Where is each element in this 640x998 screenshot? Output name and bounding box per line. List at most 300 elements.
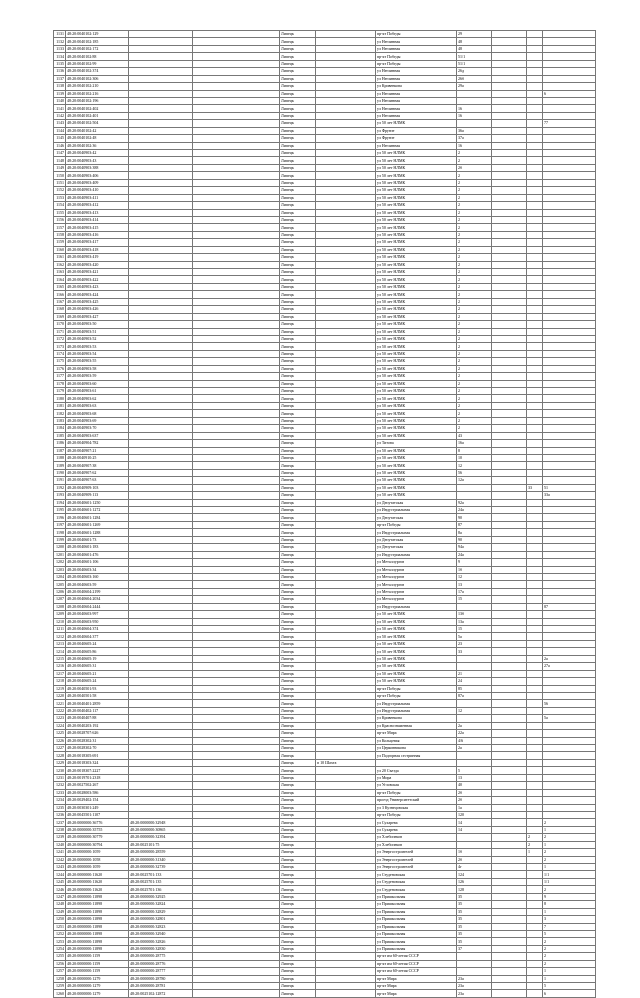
cell-city: Липецк [280,343,316,350]
cell-apartment [543,454,596,461]
cell-structure [527,923,543,930]
cell-parent-cadastral-number [129,588,193,595]
cell-street: ул 50 лет НЛМК [376,663,457,670]
table-row [54,514,596,521]
cell-cadastral-number: 48:20:0040903:416 [66,231,129,238]
cell-building [492,291,527,298]
cell-structure [527,938,543,945]
table-row [54,97,596,104]
cell-extra [193,53,280,60]
cell-building [492,774,527,781]
cell-apartment: 5а [543,715,596,722]
table-row [54,90,596,97]
cell-settlement [316,930,376,937]
cell-extra [193,112,280,119]
table-row [54,142,596,149]
table-row [54,834,596,841]
cell-structure [527,819,543,826]
cell-row-number: 1167 [54,298,66,305]
cell-building [492,150,527,157]
cell-row-number: 1250 [54,916,66,923]
cell-settlement [316,685,376,692]
cell-apartment [543,417,596,424]
cell-settlement [316,878,376,885]
cell-settlement [316,856,376,863]
cell-apartment: 7 [543,923,596,930]
cell-row-number: 1191 [54,477,66,484]
cell-apartment [543,462,596,469]
table-row [54,112,596,119]
cell-extra [193,514,280,521]
cell-parent-cadastral-number: 48:20:0000000:32739 [129,864,193,871]
table-row [54,440,596,447]
cell-settlement [316,425,376,432]
cell-apartment [543,135,596,142]
cell-street: ул 50 лет НЛМК [376,172,457,179]
cell-building [492,581,527,588]
cell-street: ул 50 лет НЛМК [376,655,457,662]
cell-cadastral-number: 48:20:0028302:70 [66,745,129,752]
cell-row-number: 1175 [54,358,66,365]
cell-house: 2 [457,410,492,417]
cell-house: 51/1 [457,53,492,60]
cell-extra [193,469,280,476]
cell-building [492,953,527,960]
cell-building [492,492,527,499]
cell-parent-cadastral-number [129,440,193,447]
cell-row-number: 1151 [54,179,66,186]
cell-parent-cadastral-number: 48:20:0025701:133 [129,871,193,878]
cell-apartment: 2 [543,849,596,856]
cell-cadastral-number: 48:20:0040903:51 [66,328,129,335]
cell-row-number: 1200 [54,544,66,551]
cell-structure [527,283,543,290]
cell-house: 2 [457,373,492,380]
cell-apartment [543,730,596,737]
cell-settlement [316,97,376,104]
table-row [54,737,596,744]
cell-settlement [316,157,376,164]
cell-row-number: 1181 [54,402,66,409]
cell-settlement [316,655,376,662]
cell-street: ул 50 лет НЛМК [376,365,457,372]
cell-apartment [543,142,596,149]
cell-cadastral-number: 48:20:0040102:99 [66,60,129,67]
cell-extra [193,239,280,246]
cell-city: Липецк [280,469,316,476]
cell-parent-cadastral-number [129,640,193,647]
table-row [54,573,596,580]
cell-row-number: 1208 [54,603,66,610]
cell-settlement [316,187,376,194]
cell-cadastral-number: 48:20:0040903:406 [66,172,129,179]
cell-cadastral-number: 48:20:0040102:88 [66,53,129,60]
cell-street: ул 50 лет НЛМК [376,239,457,246]
cell-parent-cadastral-number [129,484,193,491]
cell-street: ул Кривенкова [376,715,457,722]
cell-apartment [543,566,596,573]
cell-city: Липецк [280,856,316,863]
cell-street: ул Металлургов [376,581,457,588]
cell-cadastral-number: 48:20:0000000:11898 [66,923,129,930]
cell-apartment [543,187,596,194]
cell-city: Липецк [280,402,316,409]
cell-apartment: 1/1 [543,871,596,878]
cell-settlement [316,990,376,997]
cell-building [492,789,527,796]
table-row [54,797,596,804]
cell-cadastral-number: 48:20:0040909:103 [66,484,129,491]
cell-city: Липецк [280,841,316,848]
cell-cadastral-number: 48:20:0040907:63 [66,477,129,484]
cell-apartment [543,774,596,781]
cell-settlement [316,492,376,499]
cell-cadastral-number: 48:20:0040903:426 [66,306,129,313]
cell-apartment: 1 [543,841,596,848]
cell-structure [527,291,543,298]
cell-parent-cadastral-number: 48:20:0000000:32830 [129,945,193,952]
cell-row-number: 1246 [54,886,66,893]
cell-apartment [543,254,596,261]
cell-cadastral-number: 48:20:0040603:160 [66,573,129,580]
cell-apartment: 6 [543,990,596,997]
cell-building [492,871,527,878]
cell-house: 2 [457,276,492,283]
cell-city: Липецк [280,454,316,461]
table-row [54,648,596,655]
cell-apartment [543,648,596,655]
cell-building [492,700,527,707]
cell-settlement [316,358,376,365]
cell-settlement [316,298,376,305]
cell-row-number: 1166 [54,291,66,298]
cell-building [492,276,527,283]
table-row [54,410,596,417]
cell-settlement [316,819,376,826]
cell-city: Липецк [280,737,316,744]
cell-city: Липецк [280,239,316,246]
cell-street: пр-кт им 60-летия СССР [376,960,457,967]
cell-street: ул 50 лет НЛМК [376,298,457,305]
cell-city: Липецк [280,700,316,707]
cell-extra [193,224,280,231]
cell-city: Липецк [280,945,316,952]
cell-building [492,730,527,737]
cell-row-number: 1172 [54,335,66,342]
cell-apartment [543,343,596,350]
cell-house [457,752,492,759]
cell-apartment [543,373,596,380]
cell-row-number: 1222 [54,707,66,714]
cell-extra [193,283,280,290]
cell-building [492,968,527,975]
cell-cadastral-number: 48:20:0000000:11620 [66,871,129,878]
cell-street: ул Депутатская [376,536,457,543]
cell-structure [527,529,543,536]
cell-row-number: 1229 [54,759,66,766]
cell-extra [193,901,280,908]
cell-structure [527,246,543,253]
cell-house: 4/6 [457,737,492,744]
cell-building [492,923,527,930]
cell-cadastral-number: 48:20:0028003:586 [66,789,129,796]
table-row [54,298,596,305]
cell-building [492,715,527,722]
cell-building [492,75,527,82]
table-row [54,484,596,491]
cell-settlement [316,521,376,528]
cell-building [492,707,527,714]
cell-house: 12а [457,477,492,484]
cell-cadastral-number: 48:20:0018305:691 [66,752,129,759]
cell-row-number: 1149 [54,164,66,171]
table-row [54,454,596,461]
cell-street: ул 50 лет НЛМК [376,425,457,432]
cell-extra [193,425,280,432]
cell-row-number: 1221 [54,700,66,707]
cell-house: 12 [457,573,492,580]
cell-city: Липецк [280,521,316,528]
cell-city: Липецк [280,878,316,885]
cell-cadastral-number: 48:20:0040903:410 [66,187,129,194]
cell-structure [527,112,543,119]
cell-apartment [543,685,596,692]
cell-house: 126 [457,878,492,885]
cell-extra [193,990,280,997]
cell-cadastral-number: 48:20:0040903:423 [66,283,129,290]
table-row [54,730,596,737]
cell-apartment [543,269,596,276]
cell-extra [193,945,280,952]
cell-street: ул 50 лет НЛМК [376,626,457,633]
table-row [54,417,596,424]
cell-structure [527,789,543,796]
cell-parent-cadastral-number [129,276,193,283]
cell-street: ул 50 лет НЛМК [376,157,457,164]
cell-cadastral-number: 48:20:0000000:11898 [66,930,129,937]
cell-building [492,45,527,52]
cell-parent-cadastral-number [129,380,193,387]
cell-parent-cadastral-number [129,730,193,737]
cell-house: 2 [457,306,492,313]
cell-apartment [543,678,596,685]
cell-parent-cadastral-number [129,626,193,633]
cell-building [492,202,527,209]
cell-row-number: 1256 [54,960,66,967]
cell-cadastral-number: 48:20:0040402:117 [66,707,129,714]
cell-parent-cadastral-number [129,633,193,640]
cell-house: 2 [457,246,492,253]
cell-structure [527,120,543,127]
cell-street: ул 50 лет НЛМК [376,246,457,253]
table-row [54,313,596,320]
cell-row-number: 1209 [54,611,66,618]
cell-street: ул 20 Съезда [376,767,457,774]
cell-street: пр-кт Победы [376,811,457,818]
cell-cadastral-number: 48:20:0040903:61 [66,388,129,395]
cell-settlement [316,432,376,439]
cell-building [492,246,527,253]
data-table [53,30,596,998]
cell-parent-cadastral-number [129,603,193,610]
cell-cadastral-number: 48:20:0040903:427 [66,313,129,320]
table-row [54,759,596,766]
cell-building [492,626,527,633]
cell-structure [527,306,543,313]
cell-city: Липецк [280,328,316,335]
cell-settlement [316,923,376,930]
cell-apartment [543,321,596,328]
cell-street: ул 50 лет НЛМК [376,306,457,313]
cell-house [457,953,492,960]
cell-house: 120 [457,811,492,818]
table-row [54,187,596,194]
cell-cadastral-number: 48:20:0040601:1284 [66,514,129,521]
cell-house: 35 [457,908,492,915]
cell-house [457,834,492,841]
cell-house: 124 [457,871,492,878]
cell-city: Липецк [280,782,316,789]
cell-settlement [316,752,376,759]
cell-parent-cadastral-number [129,752,193,759]
cell-parent-cadastral-number [129,261,193,268]
cell-extra [193,745,280,752]
cell-house: 90 [457,536,492,543]
cell-street: ул 50 лет НЛМК [376,454,457,461]
cell-row-number: 1139 [54,90,66,97]
cell-city: Липецк [280,953,316,960]
cell-parent-cadastral-number [129,298,193,305]
cell-extra [193,254,280,261]
cell-apartment [543,596,596,603]
table-row [54,425,596,432]
table-row [54,908,596,915]
cell-city: Липецк [280,901,316,908]
cell-street [376,759,457,766]
cell-building [492,447,527,454]
cell-apartment [543,811,596,818]
cell-city: Липецк [280,678,316,685]
cell-parent-cadastral-number [129,417,193,424]
cell-cadastral-number: 48:20:0040903:409 [66,179,129,186]
cell-structure [527,737,543,744]
table-row [54,492,596,499]
cell-street: ул Фрунзе [376,135,457,142]
cell-structure [527,566,543,573]
cell-cadastral-number: 48:20:0040601:1288 [66,529,129,536]
cell-building [492,224,527,231]
cell-building [492,611,527,618]
cell-street: ул 50 лет НЛМК [376,350,457,357]
cell-extra [193,826,280,833]
cell-structure [527,388,543,395]
cell-house: 2б [457,164,492,171]
cell-apartment: 2 [543,856,596,863]
cell-settlement [316,715,376,722]
cell-settlement [316,231,376,238]
table-row [54,566,596,573]
table-row [54,960,596,967]
cell-structure [527,45,543,52]
cell-cadastral-number: 48:20:0019701:2318 [66,774,129,781]
cell-apartment: 2 [543,834,596,841]
cell-parent-cadastral-number [129,53,193,60]
cell-parent-cadastral-number: 48:20:0000000:28775 [129,953,193,960]
cell-city: Липецк [280,834,316,841]
cell-house: 48 [457,38,492,45]
cell-row-number: 1224 [54,722,66,729]
table-row [54,469,596,476]
cell-structure [527,655,543,662]
cell-apartment [543,410,596,417]
cell-settlement [316,960,376,967]
cell-row-number: 1157 [54,224,66,231]
cell-building [492,975,527,982]
cell-extra [193,715,280,722]
cell-city: Липецк [280,209,316,216]
cell-building [492,38,527,45]
cell-extra [193,477,280,484]
cell-cadastral-number: 48:20:0040102:48 [66,135,129,142]
cell-extra [193,105,280,112]
cell-building [492,722,527,729]
cell-structure [527,983,543,990]
cell-structure [527,826,543,833]
cell-house: 90 [457,514,492,521]
cell-extra [193,261,280,268]
cell-structure [527,172,543,179]
cell-cadastral-number: 48:20:0040903:415 [66,224,129,231]
cell-extra [193,172,280,179]
cell-settlement [316,31,376,38]
cell-cadastral-number: 48:20:0027502:267 [66,782,129,789]
cell-apartment [543,68,596,75]
cell-parent-cadastral-number: 48:20:0000000:32925 [129,893,193,900]
cell-street: ул Студеновская [376,878,457,885]
table-row [54,31,596,38]
cell-city: Липецк [280,224,316,231]
cell-cadastral-number: 48:20:0040604:2199 [66,588,129,595]
cell-parent-cadastral-number [129,172,193,179]
table-row [54,871,596,878]
cell-house: 2 [457,254,492,261]
cell-row-number: 1161 [54,254,66,261]
cell-building [492,767,527,774]
cell-street: пр-кт Победы [376,521,457,528]
cell-building [492,514,527,521]
cell-extra [193,484,280,491]
cell-parent-cadastral-number [129,566,193,573]
cell-cadastral-number: 48:20:0040604:2444 [66,603,129,610]
cell-cadastral-number: 48:20:0000000:11898 [66,916,129,923]
cell-building [492,878,527,885]
cell-structure [527,811,543,818]
cell-city: Липецк [280,484,316,491]
cell-row-number: 1193 [54,492,66,499]
cell-parent-cadastral-number [129,150,193,157]
cell-extra [193,886,280,893]
cell-building [492,685,527,692]
cell-building [492,410,527,417]
cell-apartment [543,335,596,342]
cell-apartment: 6 [543,90,596,97]
table-row [54,849,596,856]
cell-house: 12 [457,707,492,714]
cell-city: Липецк [280,797,316,804]
cell-structure [527,454,543,461]
cell-row-number: 1189 [54,462,66,469]
cell-building [492,908,527,915]
